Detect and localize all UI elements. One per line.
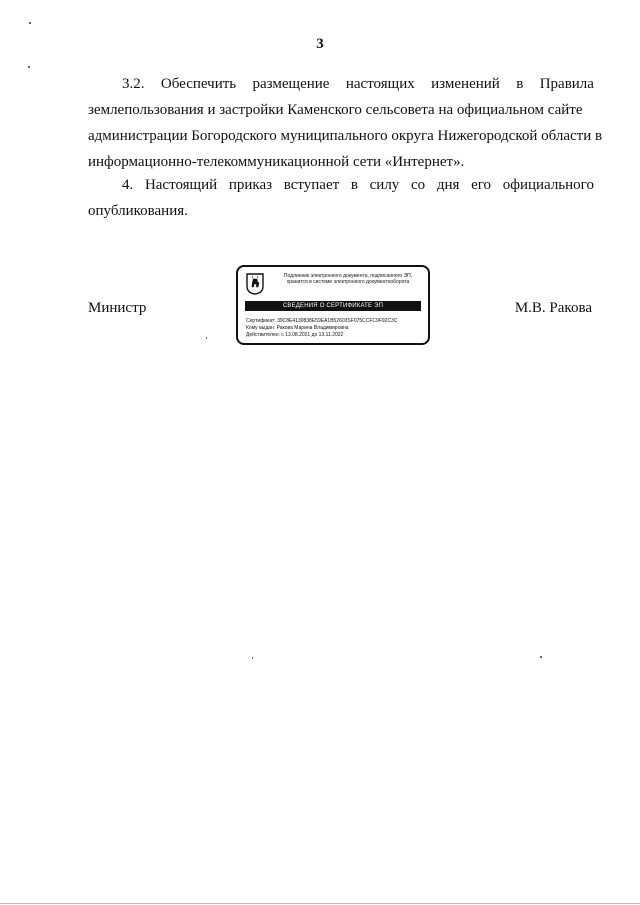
word: силу — [369, 177, 400, 193]
scan-speck — [540, 656, 542, 658]
paragraph-1-line-2: землепользования и застройки Каменского сельсовета на официальном сайте — [88, 102, 583, 118]
stamp-notice — [268, 273, 428, 285]
scan-speck — [29, 22, 31, 24]
paragraph-1-line-1 — [88, 71, 594, 97]
stamp-valid: Действителен: с 13.08.2021 до 13.11.2022 — [246, 332, 344, 338]
word: дня — [436, 177, 460, 193]
paragraph-publication-order — [88, 71, 603, 175]
word: официального — [502, 177, 594, 193]
paragraph-2-line-2: опубликования. — [88, 203, 188, 219]
word: его — [471, 177, 492, 193]
word: вступает — [283, 177, 340, 193]
stamp-issued-to: Кому выдан: Ракова Марина Владимировна — [246, 325, 349, 331]
word: в — [350, 177, 358, 193]
word: изменений — [431, 76, 500, 92]
signer-name: М.В. Ракова — [514, 300, 592, 316]
stamp-details — [246, 318, 397, 339]
deer-emblem-icon — [246, 273, 264, 295]
scan-speck — [206, 337, 207, 339]
word: в — [516, 76, 524, 92]
paragraph-1-line-4: информационно-телекоммуникационной сети «Интернет». — [88, 154, 465, 170]
word: Настоящий — [144, 177, 218, 193]
scan-bottom-edge — [0, 903, 640, 904]
word: со — [411, 177, 426, 193]
paragraph-2-line-1 — [88, 172, 594, 198]
word: 4. — [122, 177, 134, 193]
electronic-signature-stamp — [236, 265, 430, 345]
word: 3.2. — [122, 76, 145, 92]
stamp-notice-line-1: Подлинник электронного документа, подписанного ЭП, — [283, 273, 413, 279]
word: приказ — [228, 177, 273, 193]
word: размещение — [252, 76, 330, 92]
signer-title: Министр — [88, 300, 147, 316]
paragraph-effective-date — [88, 172, 594, 224]
stamp-certificate: Сертификат: 39C8E4130838E59EA1B52603SF075CCFC9F92C3C — [246, 318, 398, 324]
stamp-header: СВЕДЕНИЯ О СЕРТИФИКАТЕ ЭП — [245, 301, 421, 311]
scan-speck — [28, 66, 30, 68]
stamp-notice-line-2: хранится в системе электронного документооборота — [286, 279, 410, 285]
word: Обеспечить — [160, 76, 237, 92]
word: настоящих — [345, 76, 415, 92]
word: Правила — [539, 76, 594, 92]
paragraph-1-line-3: администрации Богородского муниципального округа Нижегородской области в — [88, 128, 603, 144]
page-number: 3 — [316, 36, 324, 52]
scan-speck — [252, 657, 253, 659]
